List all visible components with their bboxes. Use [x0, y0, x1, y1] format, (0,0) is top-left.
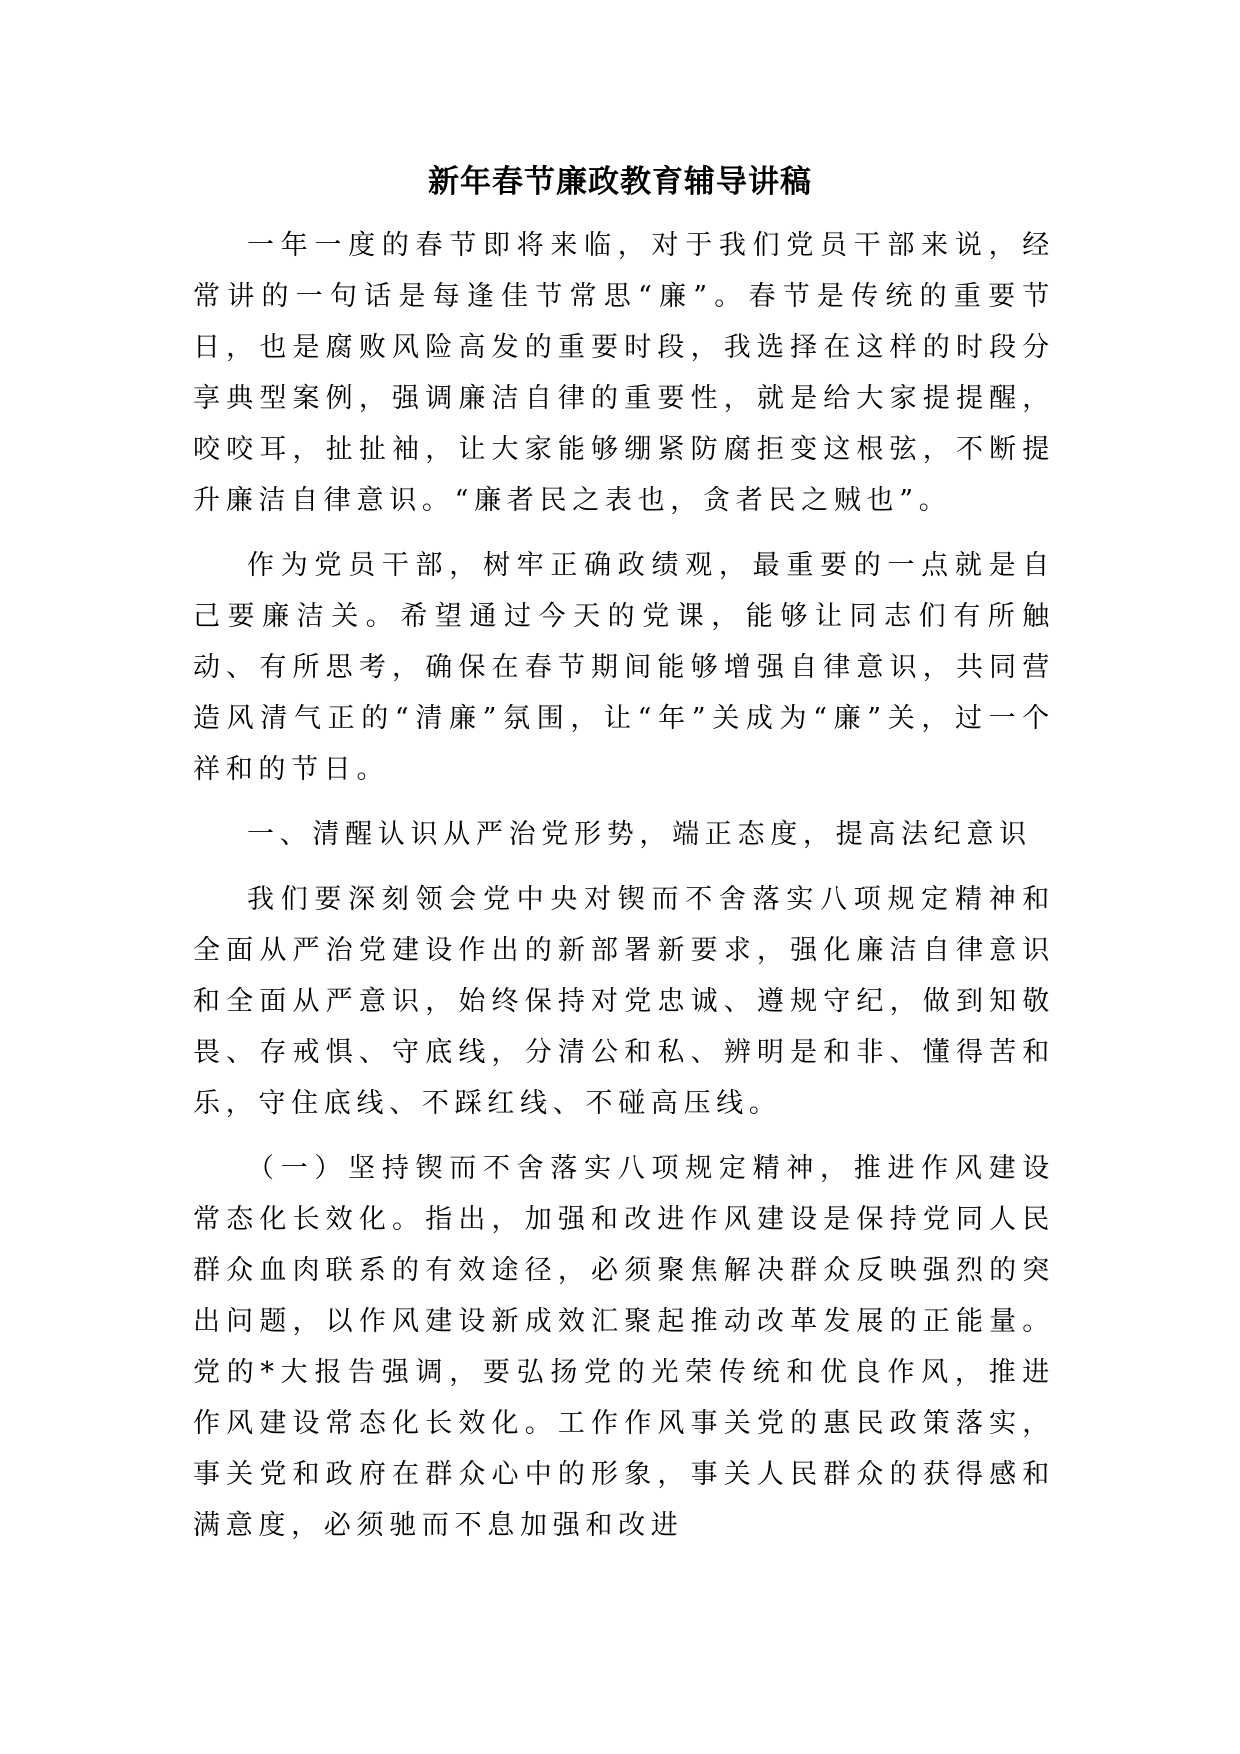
document-body [193, 220, 1055, 1565]
document-title: 新年春节廉政教育辅导讲稿 [428, 164, 812, 200]
paragraph-intro: 一年一度的春节即将来临，对于我们党员干部来说，经常讲的一句话是每逢佳节常思“廉”。春节是传统的重要节日，也是腐败风险高发的重要时段，我选择在这样的时段分享典型案例，强调廉洁自律的重要性，就是给大家提提醒，咬咬耳，扯扯袖，让大家能够绷紧防腐拒变这根弦，不断提升廉洁自律意识。“廉者民之表也，贪者民之贼也”。 [193, 230, 1055, 516]
paragraph-section-1: 我们要深刻领会党中央对锲而不舍落实八项规定精神和全面从严治党建设作出的新部署新要求，强化廉洁自律意识和全面从严意识，始终保持对党忠诚、遵规守纪，做到知敬畏、存戒惧、守底线，分清公和私、辨明是和非、懂得苦和乐，守住底线、不踩红线、不碰高压线。 [193, 884, 1055, 1119]
paragraph-purpose: 作为党员干部，树牢正确政绩观，最重要的一点就是自己要廉洁关。希望通过今天的党课，能够让同志们有所触动、有所思考，确保在春节期间能够增强自律意识，共同营造风清气正的“清廉”氛围，让“年”关成为“廉”关，过一个祥和的节日。 [193, 550, 1055, 785]
section-heading-1: 一、清醒认识从严治党形势，端正态度，提高法纪意识 [247, 819, 1032, 850]
paragraph-subsection-1: （一）坚持锲而不舍落实八项规定精神，推进作风建设常态化长效化。指出，加强和改进作风建设是保持党同人民群众血肉联系的有效途径，必须聚焦解决群众反映强烈的突出问题，以作风建设新成效汇聚起推动改革发展的正能量。党的*大报告强调，要弘扬党的光荣传统和优良作风，推进作风建设常态化长效化。工作作风事关党的惠民政策落实，事关党和政府在群众心中的形象，事关人民群众的获得感和满意度，必须驰而不息加强和改进 [193, 1153, 1055, 1541]
